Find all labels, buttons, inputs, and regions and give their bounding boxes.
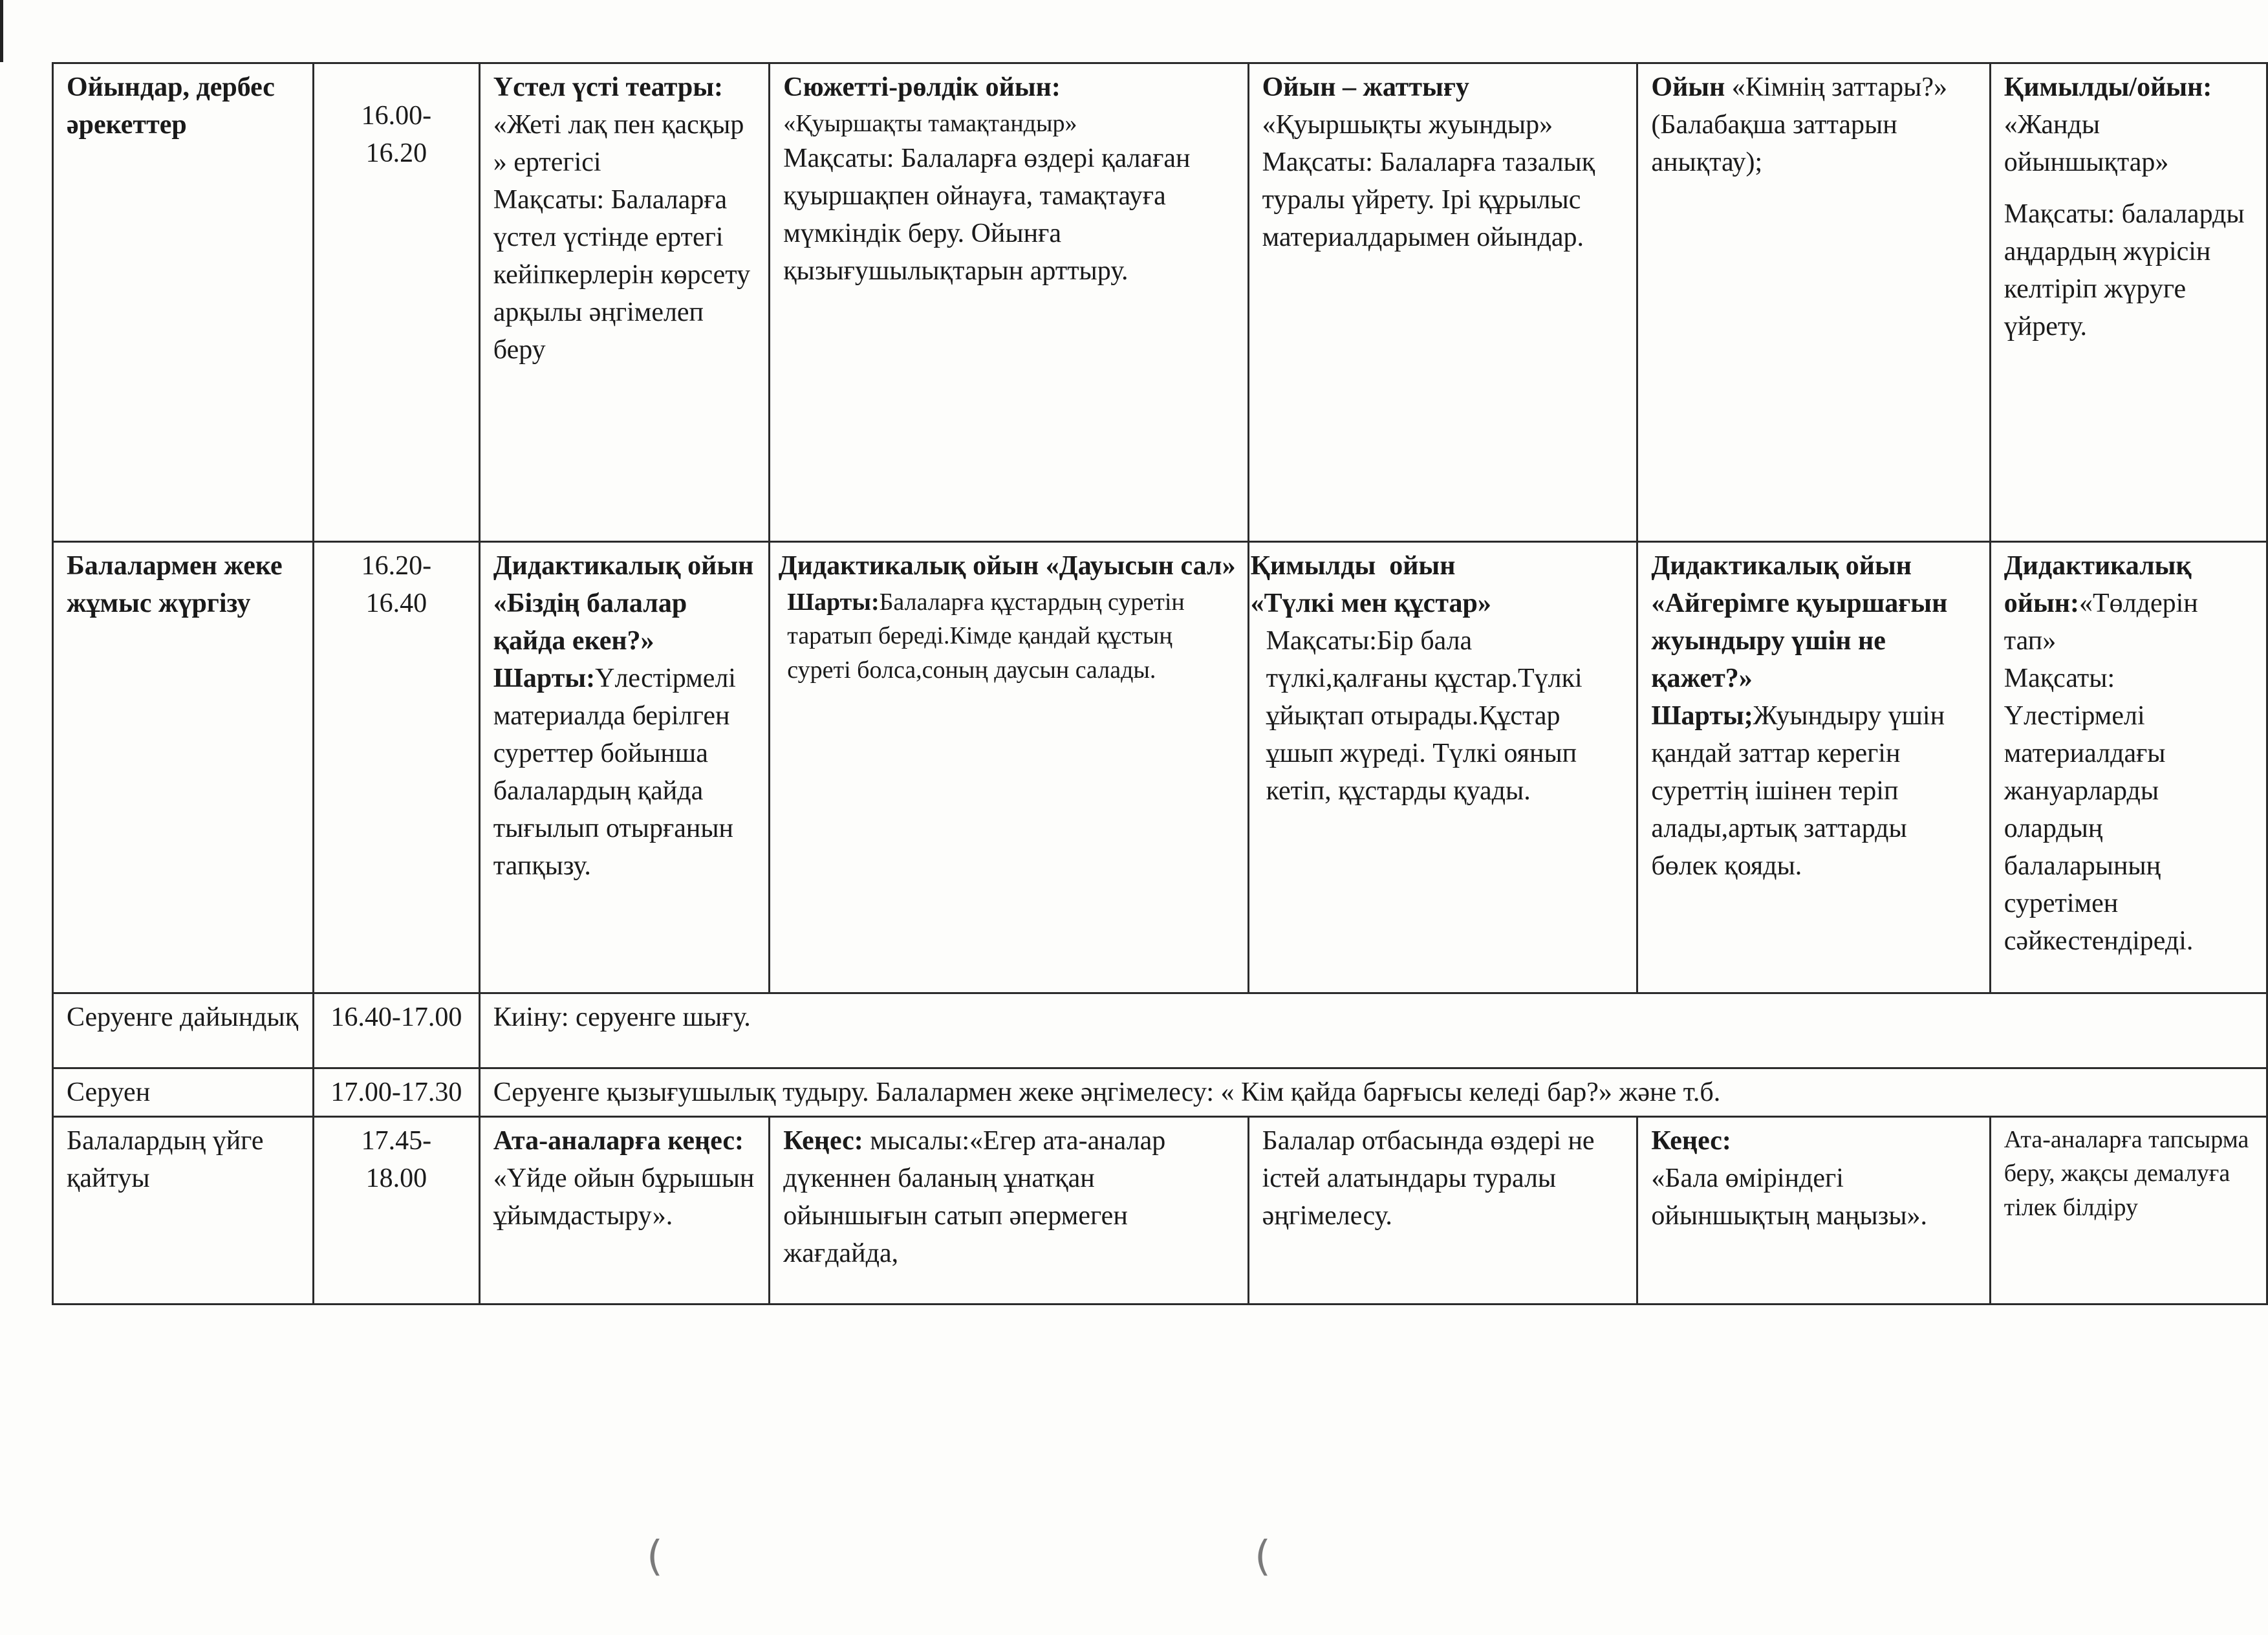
cell-body: Киіну: серуенге шығу. bbox=[493, 1002, 751, 1032]
time-cell bbox=[313, 993, 479, 1068]
thursday-cell bbox=[1637, 1116, 1990, 1304]
thursday-cell bbox=[1637, 63, 1990, 542]
time-range: 17.00-17.30 bbox=[330, 1077, 462, 1107]
time-cell bbox=[313, 542, 479, 993]
wednesday-cell bbox=[1248, 542, 1637, 993]
cell-body: «Жеті лақ пен қасқыр » ертегісі Мақсаты: Балаларға үстел үстінде ертегі кейіпкерлерін көрсету арқылы әңгімелеп беру bbox=[493, 109, 751, 365]
activity-name: Серуен bbox=[67, 1077, 151, 1107]
friday-cell bbox=[1990, 63, 2267, 542]
time-range: 16.20- 16.40 bbox=[361, 551, 432, 618]
cell-title: Кеңес: bbox=[783, 1125, 863, 1156]
cell-body: Балалар отбасында өздері не істей алатындары туралы әңгімелесу. bbox=[1262, 1125, 1595, 1231]
cell-title: Кеңес: bbox=[1651, 1125, 1731, 1156]
cell-body-goal: Мақсаты: балаларды аңдардың жүрісін келтіріп жүруге үйрету. bbox=[2003, 199, 2245, 341]
cell-lead: Шарты: bbox=[493, 663, 596, 693]
monday-cell bbox=[479, 63, 769, 542]
cell-body: Мақсаты:Бір бала түлкі,қалғаны құстар.Түлкі ұйықтап отырады.Құстар ұшып жүреді. Түлкі оянып кетіп, құстарды қуады. bbox=[1266, 625, 1582, 806]
time-cell bbox=[313, 1116, 479, 1304]
activity-name-cell bbox=[53, 1068, 314, 1117]
cell-body: Балаларға құстардың суретін таратып береді.Кімде қандай құстың суреті болса,соның даусын салады. bbox=[787, 588, 1185, 684]
time-range: 17.45- 18.00 bbox=[361, 1125, 432, 1193]
time-cell bbox=[313, 63, 479, 542]
cell-title: Қимылды ойын «Түлкі мен құстар» bbox=[1250, 551, 1491, 618]
cell-title: Дидактикалық ойын «Біздің балалар қайда екен?» bbox=[493, 551, 754, 656]
schedule-row bbox=[53, 542, 2267, 993]
schedule-row bbox=[53, 993, 2267, 1068]
friday-cell bbox=[1990, 1116, 2267, 1304]
page-binding-edge bbox=[0, 0, 3, 62]
cell-body: «Жанды ойыншықтар» bbox=[2003, 109, 2169, 177]
cell-body: Мақсаты: Балаларға өздері қалаған қуыршақпен ойнауға, тамақтауға мүмкіндік беру. Ойынға қызығушылықтарын арттыру. bbox=[783, 144, 1191, 287]
schedule-row bbox=[53, 1068, 2267, 1117]
thursday-cell bbox=[1637, 542, 1990, 993]
cell-title: Үстел үсті театры: bbox=[493, 72, 723, 102]
cell-body: Жуындыру үшін қандай заттар керегін суреттің ішінен теріп алады,артық заттарды бөлек қояды. bbox=[1651, 700, 1945, 881]
activity-name-cell bbox=[53, 63, 314, 542]
cell-body: Үлестірмелі материалда берілген суреттер бойынша балалардың қайда тығылып отырғанын тапқызу. bbox=[493, 663, 736, 881]
cell-title: Дидактикалық ойын: bbox=[2003, 551, 2192, 618]
wednesday-cell bbox=[1248, 1116, 1637, 1304]
monday-cell bbox=[479, 1116, 769, 1304]
cell-title: Ойын bbox=[1651, 72, 1725, 102]
activity-name: Балалардың үйге қайтуы bbox=[67, 1125, 264, 1193]
cell-title: Дидактикалық ойын «Айгерімге қуыршағын жуындыру үшін не қажет?» bbox=[1651, 551, 1948, 693]
cell-title: Қимылды/ойын: bbox=[2003, 72, 2212, 102]
tuesday-cell bbox=[770, 63, 1248, 542]
time-range: 16.40-17.00 bbox=[330, 1002, 462, 1032]
cell-subtitle: «Қуыршақты тамақтандыр» bbox=[783, 109, 1077, 137]
pencil-mark: ( bbox=[647, 1533, 663, 1581]
cell-title: Сюжетті-рөлдік ойын: bbox=[783, 72, 1061, 102]
cell-body: «Кімнің заттары?» (Балабақша заттарын анықтау); bbox=[1651, 72, 1948, 177]
time-range: 16.00- 16.20 bbox=[361, 101, 432, 168]
cell-title: Ойын – жаттығу bbox=[1262, 72, 1469, 102]
cell-body: Серуенге қызығушылық тудыру. Балалармен жеке әңгімелесу: « Кім қайда барғысы келеді бар?» және т.б. bbox=[493, 1077, 1721, 1107]
cell-lead: Шарты: bbox=[787, 588, 880, 616]
cell-body: Ата-аналарға тапсырма беру, жақсы демалуға тілек білдіру bbox=[2003, 1125, 2249, 1221]
wednesday-cell bbox=[1248, 63, 1637, 542]
cell-body: «Үйде ойын бұрышын ұйымдастыру». bbox=[493, 1163, 755, 1231]
tuesday-cell bbox=[770, 542, 1248, 993]
activity-name: Балалармен жеке жұмыс жүргізу bbox=[67, 551, 283, 618]
full-width-cell bbox=[479, 1068, 2267, 1117]
cell-title: Дидактикалық ойын «Дауысын сал» bbox=[772, 551, 1236, 581]
time-cell bbox=[313, 1068, 479, 1117]
tuesday-cell bbox=[770, 1116, 1248, 1304]
daily-schedule-table bbox=[52, 62, 2268, 1305]
activity-name-cell bbox=[53, 1116, 314, 1304]
cell-lead: Шарты; bbox=[1651, 700, 1753, 731]
cell-title: Ата-аналарға кеңес: bbox=[493, 1125, 744, 1156]
cell-body: «Бала өміріндегі ойыншықтың маңызы». bbox=[1651, 1163, 1928, 1231]
schedule-row bbox=[53, 63, 2267, 542]
pencil-mark: ( bbox=[1255, 1533, 1271, 1581]
cell-body: мысалы:«Егер ата-аналар дүкеннен баланың ұнатқан ойыншығын сатып әпермеген жағдайда, bbox=[783, 1125, 1166, 1268]
activity-name: Ойындар, дербес әрекеттер bbox=[67, 72, 275, 140]
full-width-cell bbox=[479, 993, 2267, 1068]
schedule-row bbox=[53, 1116, 2267, 1304]
friday-cell bbox=[1990, 542, 2267, 993]
cell-body: «Қуыршықты жуындыр» Мақсаты: Балаларға тазалық туралы үйрету. Ірі құрылыс материалдарымен ойындар. bbox=[1262, 109, 1595, 252]
cell-body: «Төлдерін тап» Мақсаты: Үлестірмелі материалдағы жануарларды олардың балаларының суретімен сәйкестендіреді. bbox=[2003, 588, 2198, 956]
activity-name-cell bbox=[53, 542, 314, 993]
monday-cell bbox=[479, 542, 769, 993]
activity-name: Серуенге дайындық bbox=[67, 1002, 299, 1032]
activity-name-cell bbox=[53, 993, 314, 1068]
